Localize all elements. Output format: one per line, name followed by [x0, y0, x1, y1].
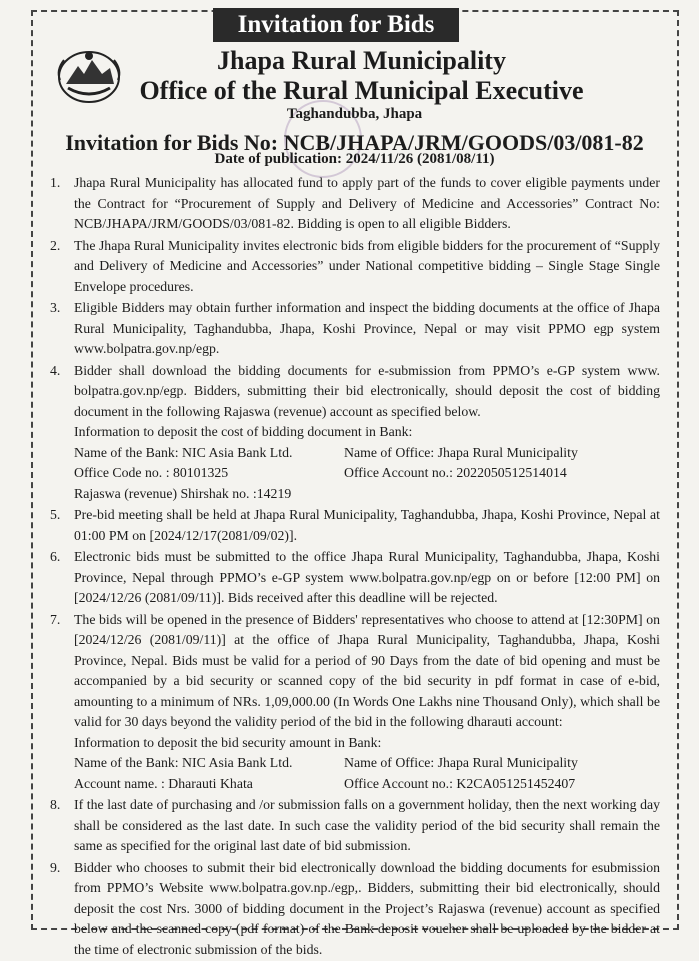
- list-item: 1. Jhapa Rural Municipality has allocated fund to apply part of the funds to cover eligible payments under the Contract for “Procurement of Supply and Delivery of Medicine and Accessories” Contract No: NCB/JHAPA/JRM/GOODS/03/081-82. Bidding is open to all eligible Bidders.: [50, 175, 660, 231]
- bank-info-heading: Information to deposit the cost of bidding document in Bank:: [74, 424, 413, 439]
- list-item: 7. The bids will be opened in the presence of Bidders' representatives who choose to attend at [12:30PM] on [2024/12/26 (2081/09/11)] at the office of Jhapa Rural Municipality, Taghandubba, Jhapa, Koshi Province, Nepal. Bids must be valid for a period of 90 Days from the date of bid opening and must be accompanied by a bid security or scanned copy of the bid security in pdf format in case of e-bid, amounting to a minimum of NRs. 1,09,000.00 (In Words One Lakhs nine Thousand Only), which shall be valid for 30 days beyond the validity period of the bid in the following dharauti account: Information to deposit the bid security amount in Bank: Name of the Bank: NIC Asia Bank Ltd. Name of Office: Jhapa Rural Municipality Account name. : Dharauti Khata Office Account no.: K2CA051251452407: [50, 611, 660, 791]
- list-item: 3. Eligible Bidders may obtain further information and inspect the bidding documents at the office of Jhapa Rural Municipality, Taghandubba, Jhapa, Koshi Province, Nepal or may visit PPMO egp system www.bolpatra.gov.np/egp.: [50, 300, 660, 356]
- banner-title: Invitation for Bids: [213, 8, 459, 42]
- list-item: 8. If the last date of purchasing and /or submission falls on a government holiday, then the next working day shall be considered as the last date. In such case the validity period of the bid security shall remain the same as specified for the original last date of bid submission.: [50, 797, 660, 853]
- org-name: Jhapa Rural Municipality: [217, 46, 506, 75]
- ifb-number: Invitation for Bids No: NCB/JHAPA/JRM/GOODS/03/081-82: [65, 130, 644, 155]
- list-item: 9. Bidder who chooses to submit their bid electronically download the bidding documents for esubmission from PPMO’s Website www.bolpatra.gov.np./egp,. Bidders, submitting their bid electronically, should deposit the cost Nrs. 3000 of bidding document in the Project’s Rajaswa (revenue) account as specified below and the scanned copy (pdf format) of the Bank deposit voucher shall be uploaded by the bidder at the time of electronic submission of the bids.: [50, 859, 660, 957]
- office-name: Office of the Rural Municipal Executive: [139, 76, 584, 105]
- place: Taghandubba, Jhapa: [286, 106, 423, 122]
- publication-date: Date of publication: 2024/11/26 (2081/08/11): [214, 151, 495, 167]
- bank-info-heading: Information to deposit the bid security amount in Bank:: [74, 734, 382, 750]
- clause-list: [50, 173, 660, 961]
- list-item: 4. Bidder shall download the bidding documents for e-submission from PPMO’s e-GP system www. bolpatra.gov.np/egp. Bidders, submitting their bid electronically, should deposit the cost of bidding document in the following Rajaswa (revenue) account as specified below. Information to deposit the cost of bidding document in Bank: Name of the Bank: NIC Asia Bank Ltd. Name of Office: Jhapa Rural Municipality Office Code no. : 80101325 Office Account no.: 2022050512514014 Rajaswa (revenue) Shirshak no. :14219: [50, 362, 660, 501]
- list-item: 2. The Jhapa Rural Municipality invites electronic bids from eligible bidders for the procurement of “Supply and Delivery of Medicine and Accessories” under National competitive bidding – Single Stage Single Envelope procedures.: [50, 237, 660, 294]
- list-item: 6. Electronic bids must be submitted to the office Jhapa Rural Municipality, Taghandubba, Jhapa, Koshi Province, Nepal through PPMO’s e-GP system www.bolpatra.gov.np/egp on or before [12:00 PM] on [2024/12/26 (2081/09/11)]. Bids received after this deadline will be rejected.: [50, 549, 660, 605]
- list-item: 5. Pre-bid meeting shall be held at Jhapa Rural Municipality, Taghandubba, Jhapa, Koshi Province, Nepal at 01:00 PM on [2024/12/17(2081/09/02)].: [50, 507, 660, 543]
